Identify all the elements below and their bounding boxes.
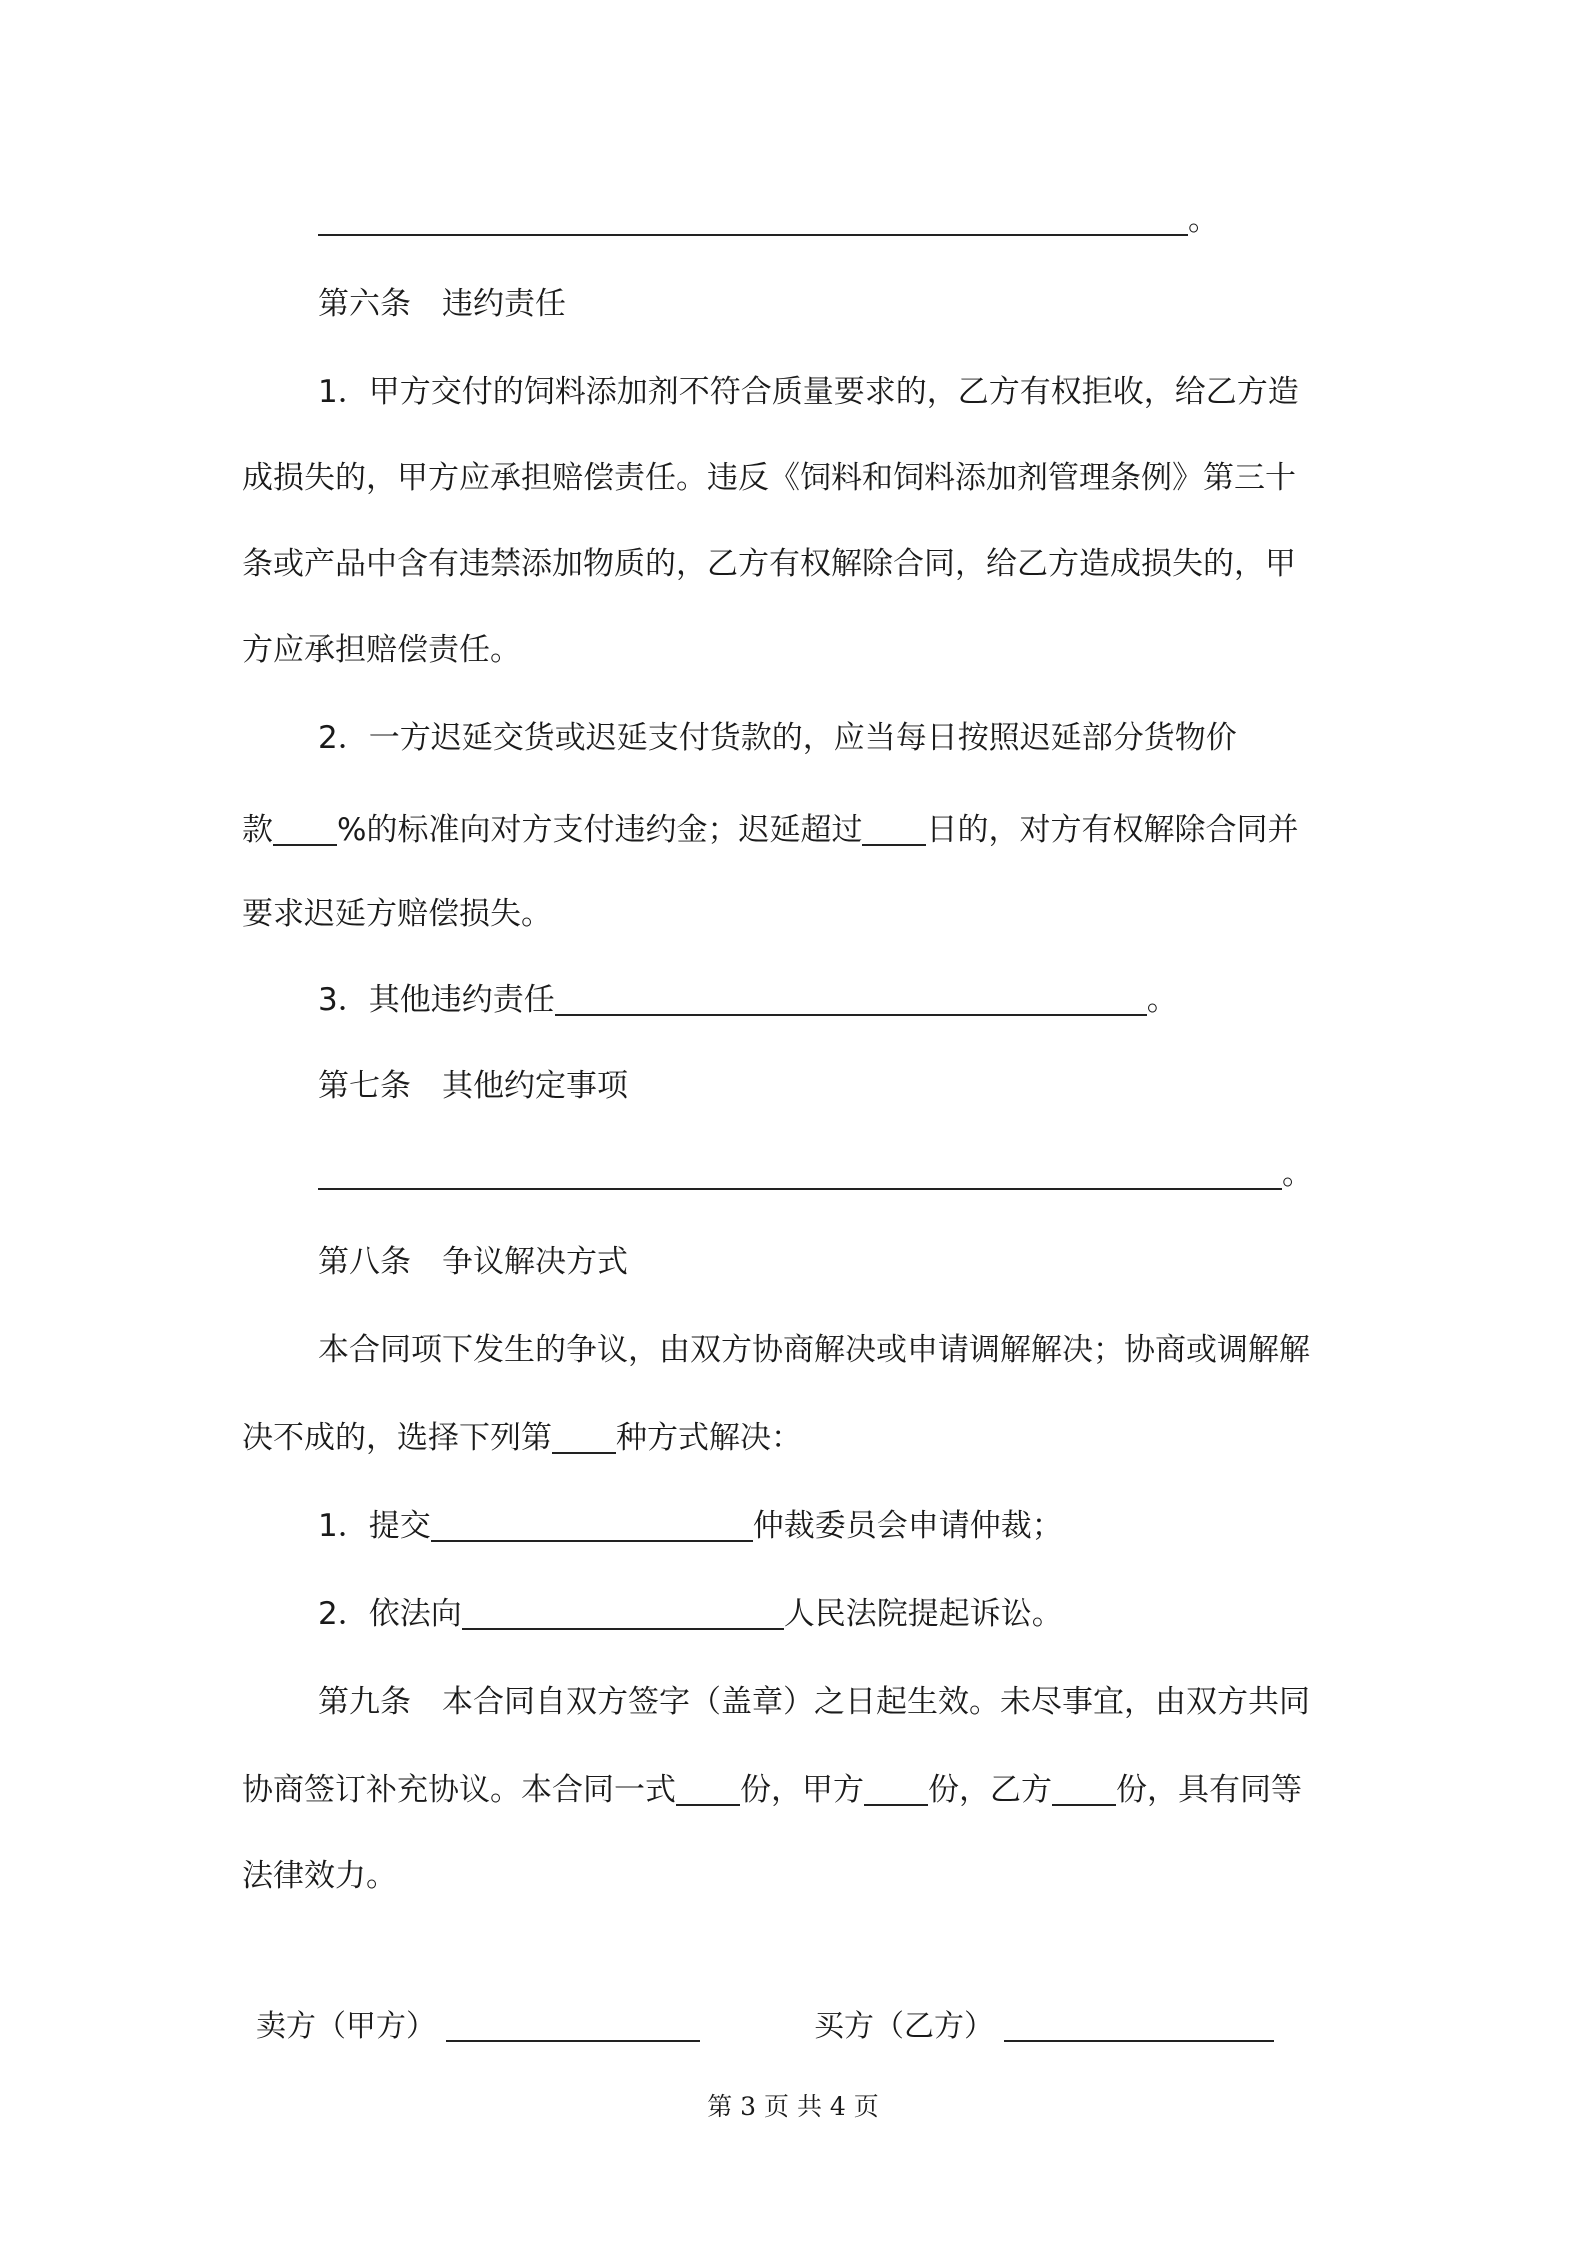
paragraph-line: 2．一方迟延交货或迟延支付货款的，应当每日按照迟延部分货物价 bbox=[318, 720, 1237, 756]
other-matters-blank[interactable] bbox=[318, 1154, 1282, 1190]
option-2-line: 2．依法向 人民法院提起诉讼。 bbox=[318, 1596, 1063, 1632]
paragraph-line: 方应承担赔偿责任。 bbox=[242, 632, 521, 668]
paragraph-line: 条或产品中含有违禁添加物质的，乙方有权解除合同，给乙方造成损失的，甲 bbox=[242, 546, 1296, 582]
paragraph-line: 决不成的，选择下列第 种方式解决： bbox=[242, 1420, 802, 1456]
percent-blank[interactable] bbox=[273, 810, 337, 846]
buyer-signature-blank[interactable] bbox=[1004, 2006, 1274, 2042]
buyer-signature: 买方（乙方） bbox=[814, 2006, 1274, 2047]
days-blank[interactable] bbox=[862, 810, 926, 846]
blank-line-1: 。 bbox=[318, 200, 1219, 240]
seller-signature-blank[interactable] bbox=[446, 2006, 700, 2042]
paragraph-line: 款 %的标准向对方支付违约金；迟延超过 日的，对方有权解除合同并 bbox=[242, 812, 1299, 848]
paragraph-line: 本合同项下发生的争议，由双方协商解决或申请调解解决；协商或调解解 bbox=[318, 1332, 1310, 1368]
page-footer: 第 3 页 共 4 页 bbox=[707, 2092, 879, 2121]
other-liability-line: 3．其他违约责任 。 bbox=[318, 982, 1178, 1018]
copies-party-b-blank[interactable] bbox=[1052, 1770, 1116, 1806]
article-8-title: 第八条 争议解决方式 bbox=[318, 1244, 628, 1280]
paragraph-line: 法律效力。 bbox=[242, 1858, 397, 1894]
court-blank[interactable] bbox=[462, 1594, 784, 1630]
seller-signature: 卖方（甲方） bbox=[256, 2006, 700, 2047]
paragraph-line: 成损失的，甲方应承担赔偿责任。违反《饲料和饲料添加剂管理条例》第三十 bbox=[242, 460, 1296, 496]
fill-blank[interactable] bbox=[318, 200, 1188, 236]
copies-party-a-blank[interactable] bbox=[864, 1770, 928, 1806]
paragraph-line: 协商签订补充协议。本合同一式 份，甲方 份，乙方 份，具有同等 bbox=[242, 1772, 1302, 1808]
copies-total-blank[interactable] bbox=[676, 1770, 740, 1806]
paragraph-line: 要求迟延方赔偿损失。 bbox=[242, 896, 552, 932]
arbitration-blank[interactable] bbox=[431, 1506, 753, 1542]
option-1-line: 1．提交 仲裁委员会申请仲裁； bbox=[318, 1508, 1063, 1544]
other-liability-blank[interactable] bbox=[555, 980, 1147, 1016]
blank-line-2: 。 bbox=[318, 1154, 1313, 1194]
paragraph-line: 1．甲方交付的饲料添加剂不符合质量要求的，乙方有权拒收，给乙方造 bbox=[318, 374, 1299, 410]
method-number-blank[interactable] bbox=[552, 1418, 616, 1454]
paragraph-line: 第九条 本合同自双方签字（盖章）之日起生效。未尽事宜，由双方共同 bbox=[318, 1684, 1310, 1720]
article-6-title: 第六条 违约责任 bbox=[318, 286, 566, 322]
article-7-title: 第七条 其他约定事项 bbox=[318, 1068, 628, 1104]
